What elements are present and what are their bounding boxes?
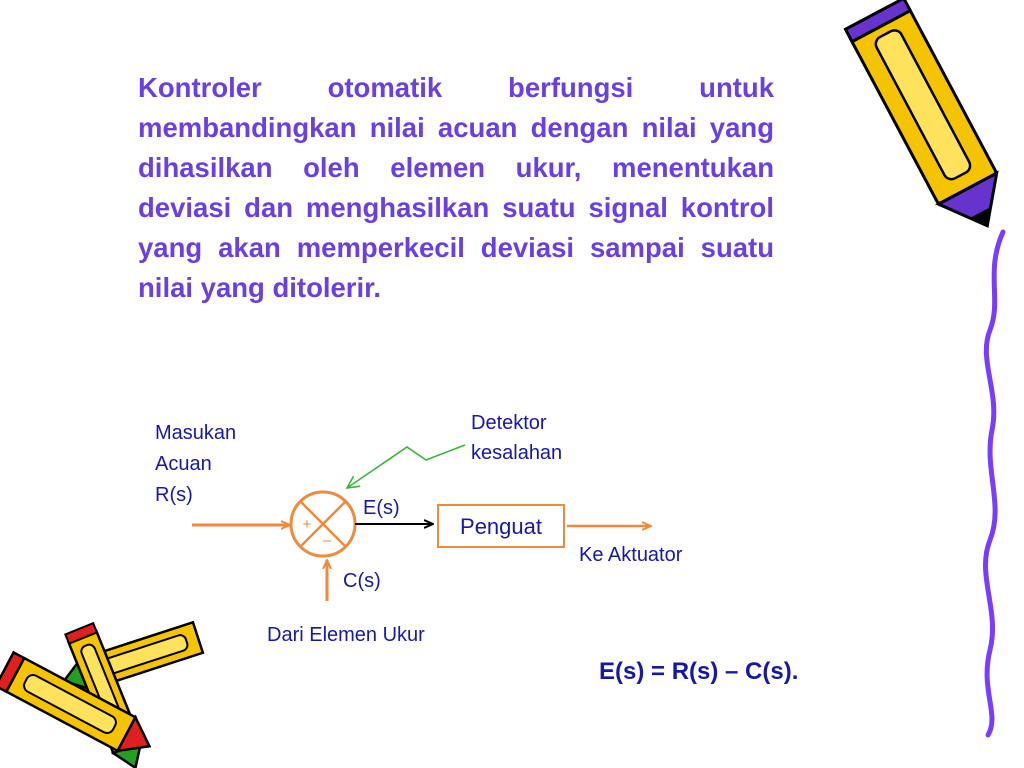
description-paragraph: Kontroler otomatik berfungsi untuk membandingkan nilai acuan dengan nilai yang dihasilkan oleh elemen ukur, menentukan deviasi dan menghasilkan suatu signal kontrol yang akan memperkecil deviasi sampai suatu nilai yang ditolerir.: [138, 72, 774, 303]
pencil-icon: [845, 0, 1016, 241]
amplifier-block: [437, 504, 565, 548]
plus-sign: +: [302, 516, 312, 533]
error-formula: E(s) = R(s) – C(s).: [599, 658, 799, 685]
minus-sign: –: [322, 532, 332, 549]
page-border-squiggle: [985, 232, 1003, 735]
feedback-signal-label: C(s): [343, 570, 381, 592]
output-label: Ke Aktuator: [579, 544, 683, 566]
detector-pointer: [347, 445, 465, 488]
error-signal-label: E(s): [363, 497, 400, 519]
detector-label-line: kesalahan: [471, 442, 563, 464]
detector-label-line: Detektor: [471, 412, 547, 434]
feedback-source-label: Dari Elemen Ukur: [267, 624, 425, 646]
input-label: [155, 418, 236, 511]
amplifier-label: Penguat: [460, 514, 542, 539]
detector-label: [471, 408, 562, 468]
input-label-line: Masukan: [155, 422, 237, 444]
input-label-line: R(s): [155, 484, 193, 506]
summing-junction: [291, 492, 355, 556]
input-label-line: Acuan: [155, 453, 212, 475]
